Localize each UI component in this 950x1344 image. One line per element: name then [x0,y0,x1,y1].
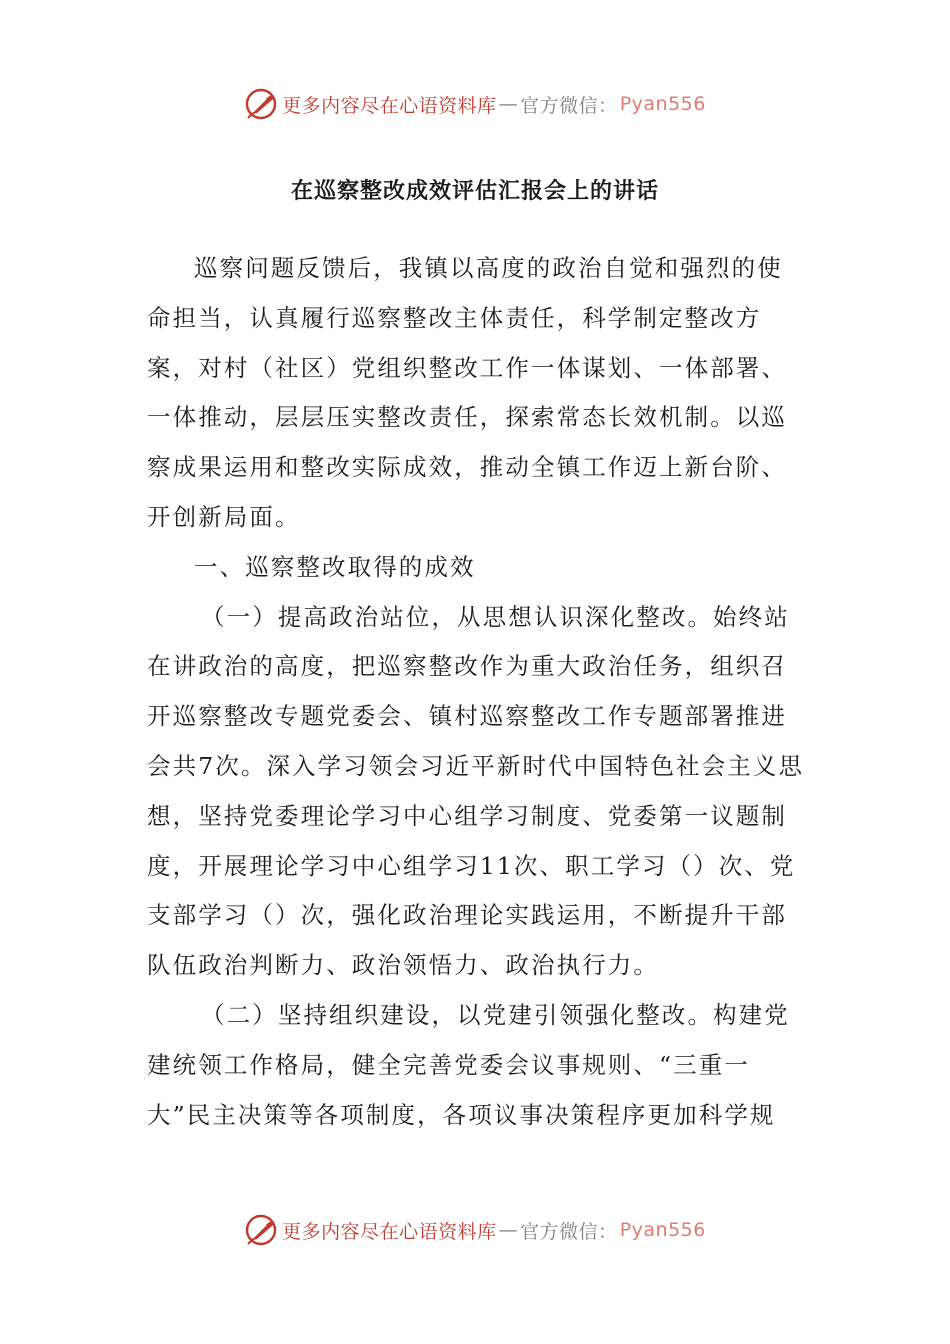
watermark-dash: — [498,1219,519,1241]
watermark-brand: 更多内容尽在心语资料库 [282,1220,497,1243]
watermark-wechat-id: Pyan556 [619,1219,706,1241]
watermark-dash: — [498,93,519,115]
watermark-banner-bottom [0,1210,950,1250]
paragraph-intro: 巡察问题反馈后，我镇以高度的政治自觉和强烈的使命担当，认真履行巡察整改主体责任，科学制定整改方案，对村（社区）党组织整改工作一体谋划、一体部署、一体推动，层层压实整改责任，探索常态长效机制。以巡察成果运用和整改实际成效，推动全镇工作迈上新台阶、开创新局面。 [147,254,787,531]
paragraph-subsection-1: （一）提高政治站位，从思想认识深化整改。始终站在讲政治的高度，把巡察整改作为重大政治任务，组织召开巡察整改专题党委会、镇村巡察整改工作专题部署推进会共7次。深入学习领会习近平新时代中国特色社会主义思想，坚持党委理论学习中心组学习制度、党委第一议题制度，开展理论学习中心组学习11次、职工学习（）次、党支部学习（）次，强化政治理论实践运用，不断提升干部队伍政治判断力、政治领悟力、政治执行力。 [147,602,805,980]
watermark-text [282,1217,706,1244]
quill-logo-icon [244,87,278,121]
paragraph-subsection-2: （二）坚持组织建设，以党建引领强化整改。构建党建统领工作格局，健全完善党委会议事规则、“三重一大”民主决策等各项制度，各项议事决策程序更加科学规 [147,1000,790,1129]
watermark-brand: 更多内容尽在心语资料库 [282,94,497,117]
watermark-official-label: 官方微信： [520,94,618,117]
quill-logo-icon [244,1213,278,1247]
document-title: 在巡察整改成效评估汇报会上的讲话 [290,178,659,204]
section-heading-1: 一、巡察整改取得的成效 [194,552,476,581]
watermark-banner-top [0,84,950,124]
watermark-text [282,91,706,118]
document-body [147,244,807,1140]
watermark-official-label: 官方微信： [520,1220,618,1243]
watermark-wechat-id: Pyan556 [619,93,706,115]
